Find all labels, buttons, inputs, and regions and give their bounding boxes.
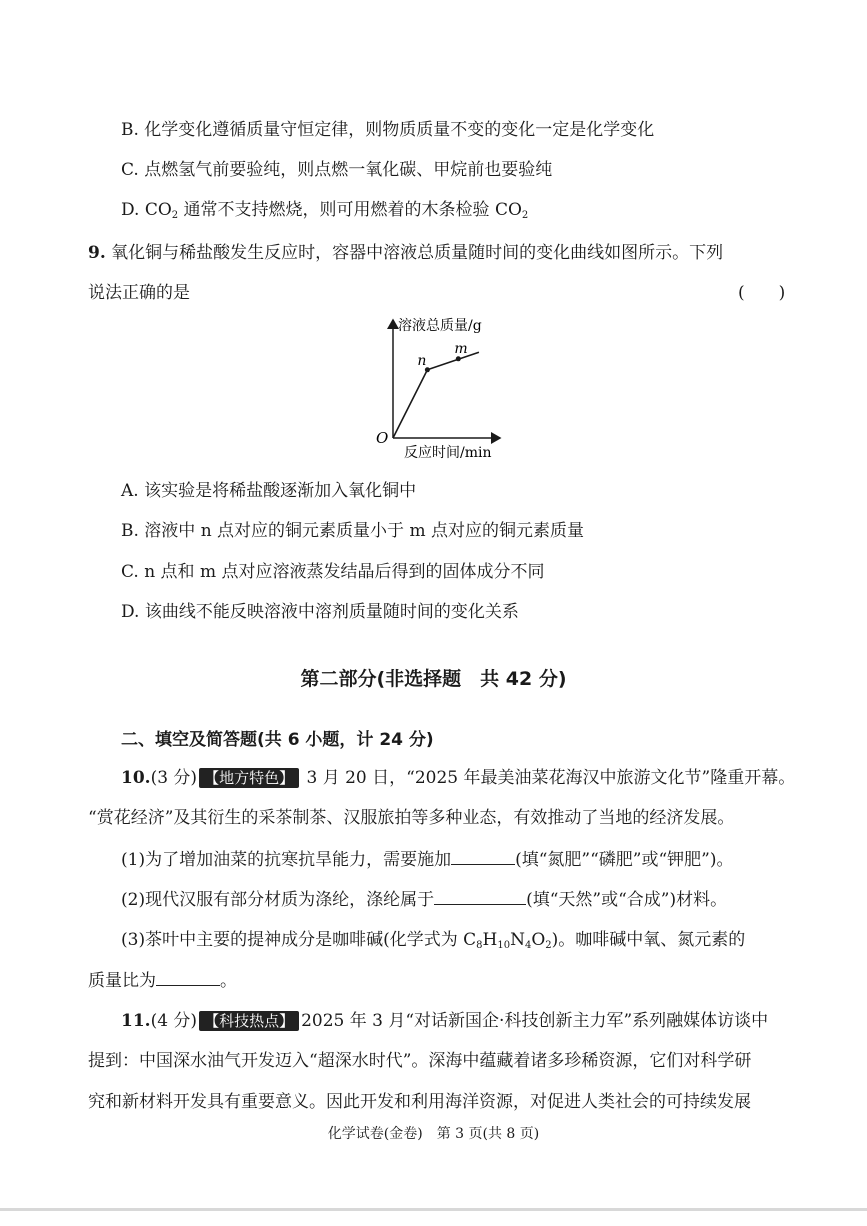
q10-stem-line2: “赏花经济”及其衍生的采茶制茶、汉服旅拍等多种业态，有效推动了当地的经济发展。 xyxy=(88,808,735,828)
q9-option-a: A. 该实验是将稀盐酸逐渐加入氧化铜中 xyxy=(121,481,417,501)
q10-part3-line2-text: 质量比为 xyxy=(88,971,156,991)
q10-part2 xyxy=(121,888,727,911)
q10-part3 xyxy=(121,929,745,951)
q9-option-c: C. n 点和 m 点对应溶液蒸发结晶后得到的固体成分不同 xyxy=(121,562,545,582)
q10-part1-hint: (填“氮肥”“磷肥”或“钾肥”)。 xyxy=(515,850,734,870)
question-number: 9. xyxy=(88,243,106,263)
series-line xyxy=(393,352,479,438)
q10-part1-text: (1)为了增加油菜的抗寒抗旱能力，需要施加 xyxy=(121,850,452,870)
element-symbol: O xyxy=(531,930,546,950)
x-axis-label: 反应时间/min xyxy=(404,445,492,461)
subscript: 8 xyxy=(476,940,483,951)
question-number: 10. xyxy=(121,768,151,788)
question-score: (3 分) xyxy=(150,768,198,788)
q10-part2-hint: (填“天然”或“合成”)材料。 xyxy=(526,890,728,910)
subscript: 2 xyxy=(171,210,179,221)
answer-blank[interactable] xyxy=(156,969,220,986)
q9-option-d: D. 该曲线不能反映溶液中溶剂质量随时间的变化关系 xyxy=(121,602,519,622)
q11-stem-line2: 提到：中国深水油气开发迈入“超深水时代”。深海中蕴藏着诸多珍稀资源，它们对科学研 xyxy=(88,1051,752,1071)
q10-part2-text: (2)现代汉服有部分材质为涤纶，涤纶属于 xyxy=(121,890,435,910)
question-number: 11. xyxy=(121,1011,151,1031)
q11-stem-line3: 究和新材料开发具有重要意义。因此开发和利用海洋资源，对促进人类社会的可持续发展 xyxy=(88,1092,751,1112)
q10-part3-end: 。 xyxy=(220,971,237,991)
element-symbol: N xyxy=(510,930,525,950)
subscript: 10 xyxy=(497,940,511,951)
q8-option-d-prefix: D. CO xyxy=(121,200,172,220)
answer-blank[interactable] xyxy=(451,848,515,865)
question-score: (4 分) xyxy=(150,1011,198,1031)
part-two-title: 第二部分(非选择题 共 42 分) xyxy=(300,668,567,690)
bottom-divider xyxy=(0,1208,867,1211)
q10-part1 xyxy=(121,848,734,871)
q11-stem-text: 2025 年 3 月“对话新国企·科技创新主力军”系列融媒体访谈中 xyxy=(301,1011,769,1031)
q10-stem-text: 3 月 20 日，“2025 年最美油菜花海汉中旅游文化节”隆重开幕。 xyxy=(301,768,796,788)
answer-bracket[interactable]: ( ) xyxy=(738,283,786,303)
q11-stem-line1 xyxy=(121,1010,768,1032)
q9-stem-text: 氧化铜与稀盐酸发生反应时，容器中溶液总质量随时间的变化曲线如图所示。下列 xyxy=(111,243,724,263)
subscript: 2 xyxy=(545,940,552,951)
q8-option-d xyxy=(121,199,528,221)
q8-option-b: B. 化学变化遵循质量守恒定律，则物质质量不变的变化一定是化学变化 xyxy=(121,120,655,140)
topic-tag: 【地方特色】 xyxy=(199,768,299,788)
subscript: 4 xyxy=(524,940,532,951)
origin-label: O xyxy=(376,429,389,447)
q10-part3-cont: )。咖啡碱中氧、氮元素的 xyxy=(551,930,746,950)
q8-option-d-text: 通常不支持燃烧，则可用燃着的木条检验 CO xyxy=(178,200,522,220)
q9-option-b: B. 溶液中 n 点对应的铜元素质量小于 m 点对应的铜元素质量 xyxy=(121,521,584,541)
subscript: 2 xyxy=(521,210,529,221)
q10-stem-line1 xyxy=(121,767,795,789)
answer-blank[interactable] xyxy=(434,888,526,905)
mass-time-chart xyxy=(360,312,520,462)
section-heading: 二、填空及简答题(共 6 小题，计 24 分) xyxy=(121,730,434,750)
page-footer: 化学试卷(金卷) 第 3 页(共 8 页) xyxy=(327,1126,540,1142)
point-m-label: m xyxy=(454,340,468,357)
q10-part3-line2 xyxy=(88,969,237,992)
q9-stem-line1 xyxy=(88,242,723,264)
topic-tag: 【科技热点】 xyxy=(199,1011,299,1031)
q8-option-c: C. 点燃氢气前要验纯，则点燃一氧化碳、甲烷前也要验纯 xyxy=(121,160,553,180)
q10-part3-text: (3)茶叶中主要的提神成分是咖啡碱(化学式为 C xyxy=(121,930,477,950)
point-n-label: n xyxy=(417,352,427,369)
y-axis-label: 溶液总质量/g xyxy=(398,318,482,334)
element-symbol: H xyxy=(482,930,498,950)
q9-stem-line2: 说法正确的是 xyxy=(88,283,190,303)
point-m xyxy=(456,356,461,361)
